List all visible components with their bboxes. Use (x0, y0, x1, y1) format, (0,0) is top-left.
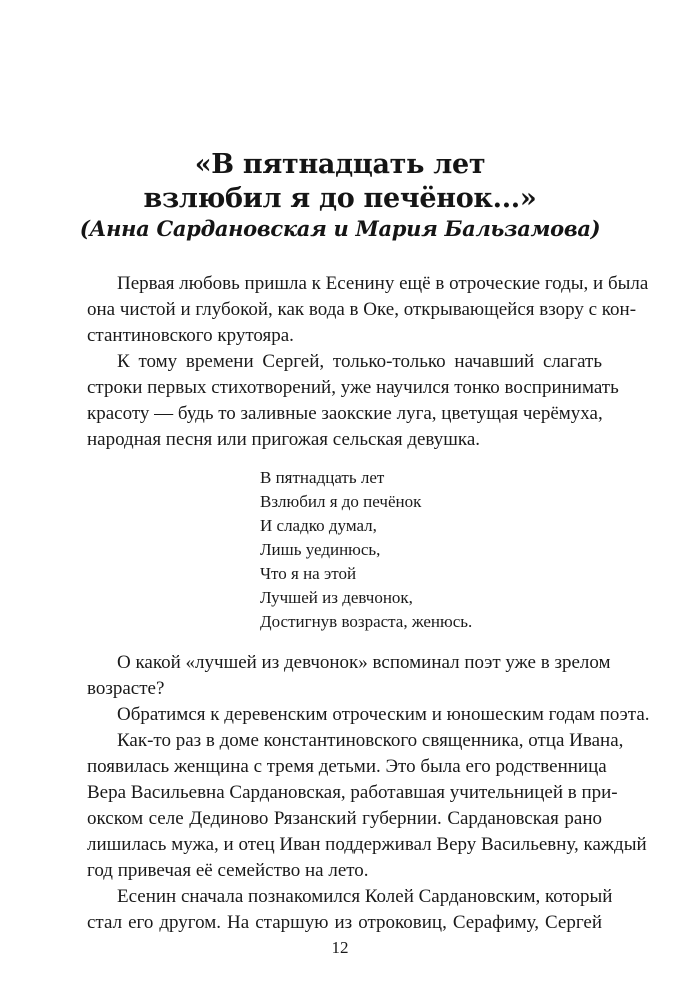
text-line: Первая любовь пришла к Есенину ещё в отроческие годы, и была (117, 273, 649, 294)
poem-line: Лишь уединюсь, (260, 540, 381, 559)
chapter-subtitle: (Анна Сардановская и Мария Бальзамова) (79, 216, 601, 241)
poem-line: В пятнадцать лет (260, 468, 385, 487)
poem-line: Достигнув возраста, женюсь. (260, 612, 473, 631)
text-line: О какой «лучшей из девчонок» вспоминал поэт уже в зрелом (117, 652, 611, 673)
text-line: Как-то раз в доме константиновского священника, отца Ивана, (117, 730, 624, 751)
text-line: К тому времени Сергей, только-только начавший слагать (117, 351, 602, 372)
poem-line: Что я на этой (260, 564, 357, 583)
chapter-title-line-2: взлюбил я до печёнок...» (143, 183, 537, 214)
text-line: возрасте? (87, 678, 165, 699)
text-line: Вера Васильевна Сардановская, работавшая учительницей в при- (87, 782, 618, 803)
chapter-title-line-1: «В пятнадцать лет (194, 149, 486, 180)
text-line: строки первых стихотворений, уже научился тонко воспринимать (87, 377, 619, 398)
text-line: лишилась мужа, и отец Иван поддерживал Веру Васильевну, каждый (87, 834, 647, 855)
text-line: появилась женщина с тремя детьми. Это была его родственница (87, 756, 607, 777)
poem-line: Лучшей из девчонок, (260, 588, 413, 607)
text-line: красоту — будь то заливные заокские луга, цветущая черёмуха, (87, 403, 603, 424)
text-line: стантиновского крутояра. (87, 325, 294, 346)
text-line: она чистой и глубокой, как вода в Оке, открывающейся взору с кон- (87, 299, 637, 320)
text-line: окском селе Дединово Рязанский губернии. Сардановская рано (87, 808, 602, 829)
text-line: Обратимся к деревенским отроческим и юношеским годам поэта. (117, 704, 650, 725)
poem-line: И сладко думал, (260, 516, 377, 535)
page-number: 12 (331, 938, 349, 957)
text-line: Есенин сначала познакомился Колей Сардановским, который (117, 886, 613, 907)
poem-line: Взлюбил я до печёнок (260, 492, 422, 511)
text-line: народная песня или пригожая сельская девушка. (87, 429, 480, 450)
text-line: стал его другом. На старшую из отроковиц, Серафиму, Сергей (87, 912, 602, 933)
text-line: год привечая её семейство на лето. (87, 860, 369, 881)
